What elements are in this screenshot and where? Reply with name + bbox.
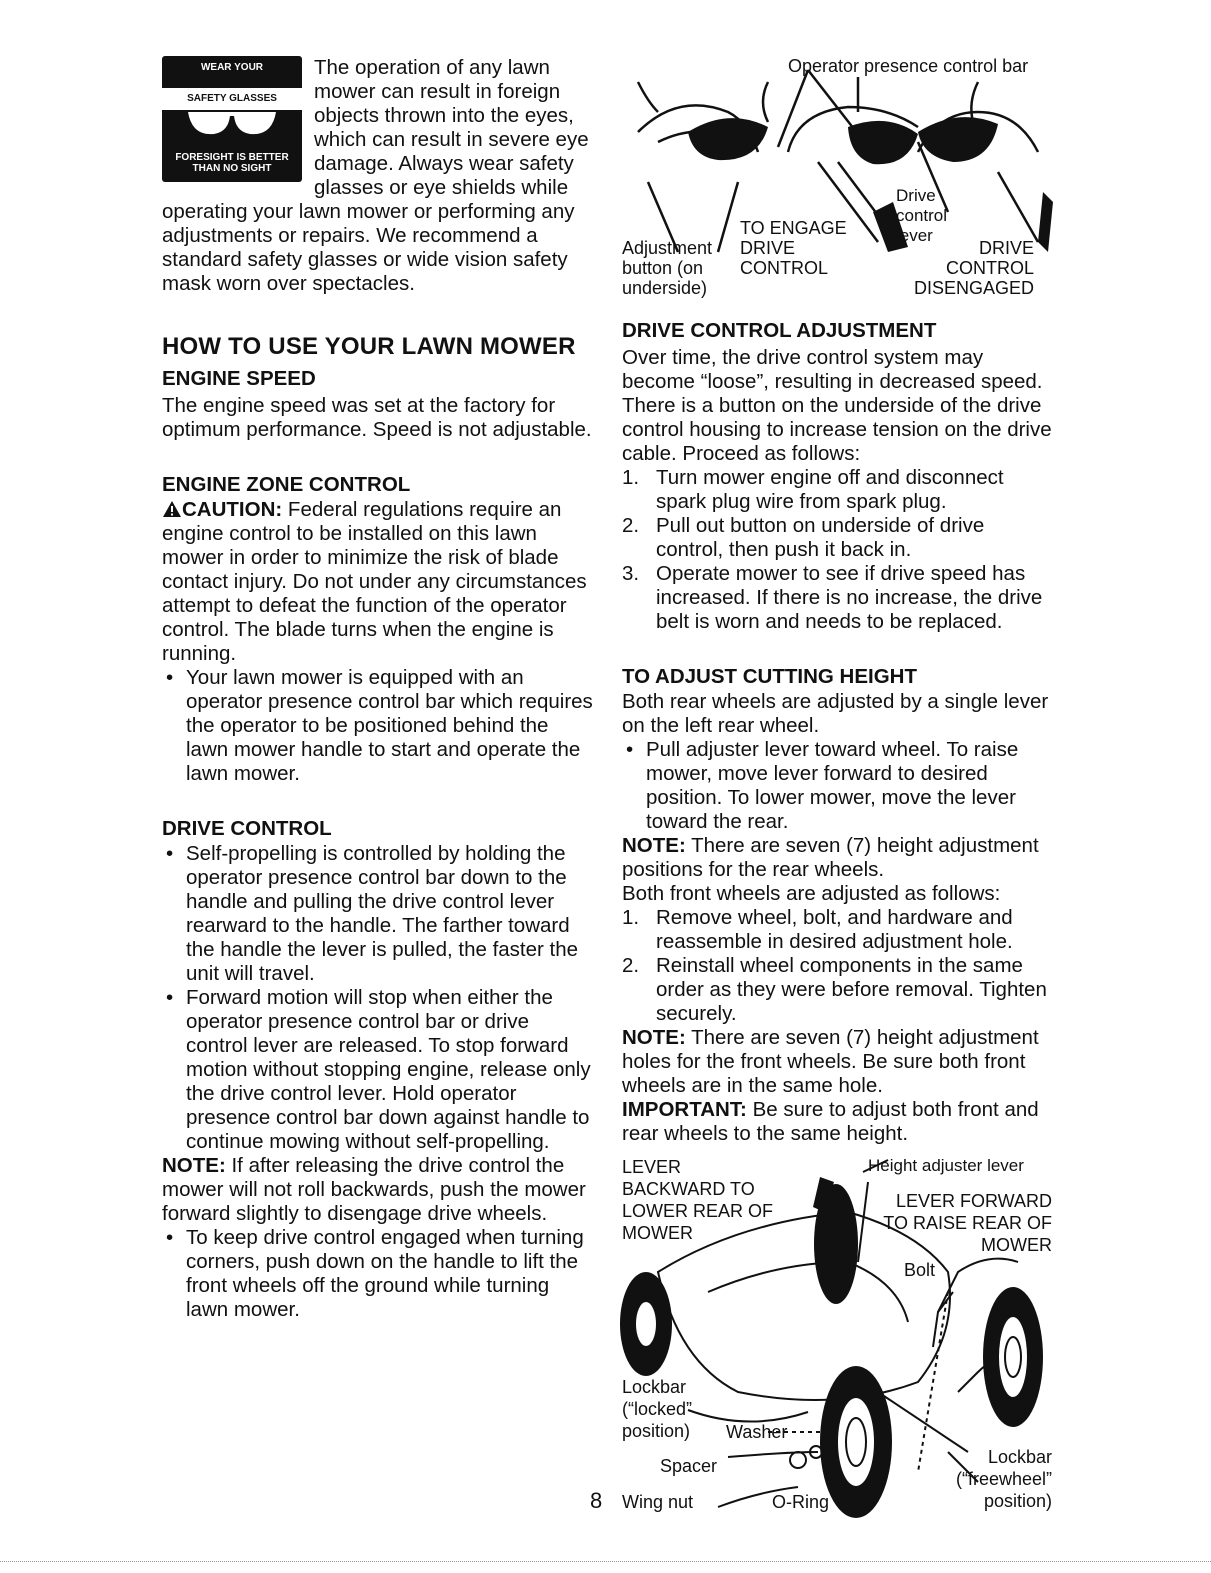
caution-label: CAUTION: <box>182 498 283 521</box>
note-text: There are seven (7) height adjustment holes for the front wheels. Be sure both front wheels are in the same hole. <box>622 1026 1039 1097</box>
intro-text: The operation of any lawn mower can result in foreign objects thrown into the eyes, which can result in severe eye damage. Always wear safety glasses or eye shields while operating your lawn mower or performing any adjustments or repairs. We recommend a standard safety glasses or wide vision safety mask worn over spectacles. <box>162 56 589 295</box>
cutting-height-title: TO ADJUST CUTTING HEIGHT <box>622 665 917 688</box>
drive-adjust-text: Over time, the drive control system may become “loose”, resulting in decreased speed. There is a button on the underside of the drive control housing to increase tension on the drive cable. Proceed as follows: <box>622 346 1052 465</box>
list-item: 2. Pull out button on underside of drive control, then push it back in. <box>622 514 985 561</box>
washer-label: Washer <box>726 1422 788 1442</box>
step-text: Operate mower to see if drive speed has increased. If there is no increase, the drive belt is worn and needs to be replaced. <box>656 562 1043 633</box>
drive-control-title: DRIVE CONTROL <box>162 817 332 840</box>
drive-lever-label: Drive control lever <box>896 186 948 245</box>
drive-adjust-steps <box>622 466 1054 634</box>
note-text: If after releasing the drive control the mower will not roll backwards, push the mower forward slightly to disengage drive wheels. <box>162 1154 586 1225</box>
list-item: 2. Reinstall wheel components in the same order as they were before removal. Tighten securely. <box>622 954 1047 1025</box>
drive-control-bullets <box>162 842 594 1154</box>
o-ring-label: O-Ring <box>772 1492 830 1512</box>
cutting-bullets <box>622 738 1054 834</box>
drive-control-bullets-2 <box>162 1226 594 1322</box>
step-text: Turn mower engine off and disconnect spark plug wire from spark plug. <box>656 466 1004 513</box>
safety-glasses-badge <box>162 56 302 182</box>
list-item: 1. Remove wheel, bolt, and hardware and reassemble in desired adjustment hole. <box>622 906 1013 953</box>
note-text: There are seven (7) height adjustment positions for the rear wheels. <box>622 834 1039 881</box>
step-text: Remove wheel, bolt, and hardware and reassemble in desired adjustment hole. <box>656 906 1013 953</box>
safety-glasses-icon <box>182 78 282 138</box>
disengaged-label: DRIVE CONTROL DISENGAGED <box>913 238 1034 298</box>
drive-adjust-title: DRIVE CONTROL ADJUSTMENT <box>622 319 937 342</box>
cutting-text: Both rear wheels are adjusted by a single lever on the left rear wheel. <box>622 690 1049 737</box>
lever-backward-label: LEVER BACKWARD TO LOWER REAR OF MOWER <box>622 1157 774 1243</box>
drive-control-figure <box>618 52 1058 308</box>
bottom-divider <box>0 1561 1211 1562</box>
height-adjuster-label: Height adjuster lever <box>868 1156 1024 1175</box>
right-column <box>622 318 1054 1146</box>
page-number: 8 <box>590 1488 603 1513</box>
lever-forward-label: LEVER FORWARD TO RAISE REAR OF MOWER <box>883 1191 1052 1255</box>
engine-speed-text: The engine speed was set at the factory for optimum performance. Speed is not adjustable. <box>162 394 592 441</box>
bolt-label: Bolt <box>904 1260 936 1280</box>
cutting-note-2 <box>622 1026 1054 1098</box>
engine-speed-title: ENGINE SPEED <box>162 367 316 390</box>
opc-bar-label: Operator presence control bar <box>788 56 1029 76</box>
front-wheel-steps <box>622 906 1054 1026</box>
note-label: NOTE: <box>622 1026 686 1049</box>
note-label: NOTE: <box>162 1154 226 1177</box>
engage-label: TO ENGAGE DRIVE CONTROL <box>740 218 847 278</box>
adjustment-button-label: Adjustment button (on underside) <box>622 238 713 298</box>
badge-top-text: WEAR YOUR <box>200 62 264 73</box>
caution-paragraph <box>162 498 594 666</box>
caution-text: Federal regulations require an engine control to be installed on this lawn mower in order to minimize the risk of blade contact injury. Do not under any circumstances attempt to defeat the function of the operator control. The blade turns when the engine is running. <box>162 498 587 665</box>
note-label: NOTE: <box>622 834 686 857</box>
list-item: • Your lawn mower is equipped with an operator presence control bar which requires the operator to be positioned behind the lawn mower handle to start and operate the lawn mower. <box>162 666 594 786</box>
list-item: 1. Turn mower engine off and disconnect spark plug wire from spark plug. <box>622 466 1004 513</box>
lockbar-locked-label: Lockbar (“locked” position) <box>622 1377 693 1441</box>
badge-bottom-text: FORESIGHT IS BETTER THAN NO SIGHT <box>175 152 289 174</box>
spacer-label: Spacer <box>660 1456 718 1476</box>
cutting-height-figure <box>618 1152 1058 1522</box>
list-item: • Pull adjuster lever toward wheel. To raise mower, move lever forward to desired position. To lower mower, move the lever toward the rear. <box>622 738 1054 834</box>
lockbar-freewheel-label: Lockbar (“freewheel” position) <box>955 1447 1052 1511</box>
cutting-note-1 <box>622 834 1054 882</box>
how-to-title: HOW TO USE YOUR LAWN MOWER <box>162 333 576 360</box>
wing-nut-label: Wing nut <box>622 1492 694 1512</box>
list-item: • Forward motion will stop when either the operator presence control bar or drive control lever are released. To stop forward motion without stopping engine, release only the drive control lever. Hold operator presence control bar down against handle to continue mowing without self-propelling. <box>162 986 594 1154</box>
intro-block <box>162 56 594 296</box>
important-text: Be sure to adjust both front and rear wheels to the same height. <box>622 1098 1039 1145</box>
front-wheels-text: Both front wheels are adjusted as follows: <box>622 882 1001 905</box>
warning-triangle-icon <box>162 500 182 518</box>
engine-zone-bullets <box>162 666 594 786</box>
left-column <box>162 56 594 1322</box>
important-label: IMPORTANT: <box>622 1098 747 1121</box>
badge-mid-text: SAFETY GLASSES <box>187 93 277 104</box>
list-item: • To keep drive control engaged when turning corners, push down on the handle to lift the front wheels off the ground while turning lawn mower. <box>162 1226 594 1322</box>
step-text: Pull out button on underside of drive control, then push it back in. <box>656 514 985 561</box>
step-text: Reinstall wheel components in the same order as they were before removal. Tighten securely. <box>656 954 1047 1025</box>
list-item: • Self-propelling is controlled by holding the operator presence control bar down to the handle and pulling the drive control lever rearward to the handle. The farther toward the handle the lever is pulled, the faster the unit will travel. <box>162 842 594 986</box>
list-item: 3. Operate mower to see if drive speed has increased. If there is no increase, the drive belt is worn and needs to be replaced. <box>622 562 1043 633</box>
important-paragraph <box>622 1098 1054 1146</box>
engine-zone-title: ENGINE ZONE CONTROL <box>162 473 411 496</box>
drive-note <box>162 1154 594 1226</box>
